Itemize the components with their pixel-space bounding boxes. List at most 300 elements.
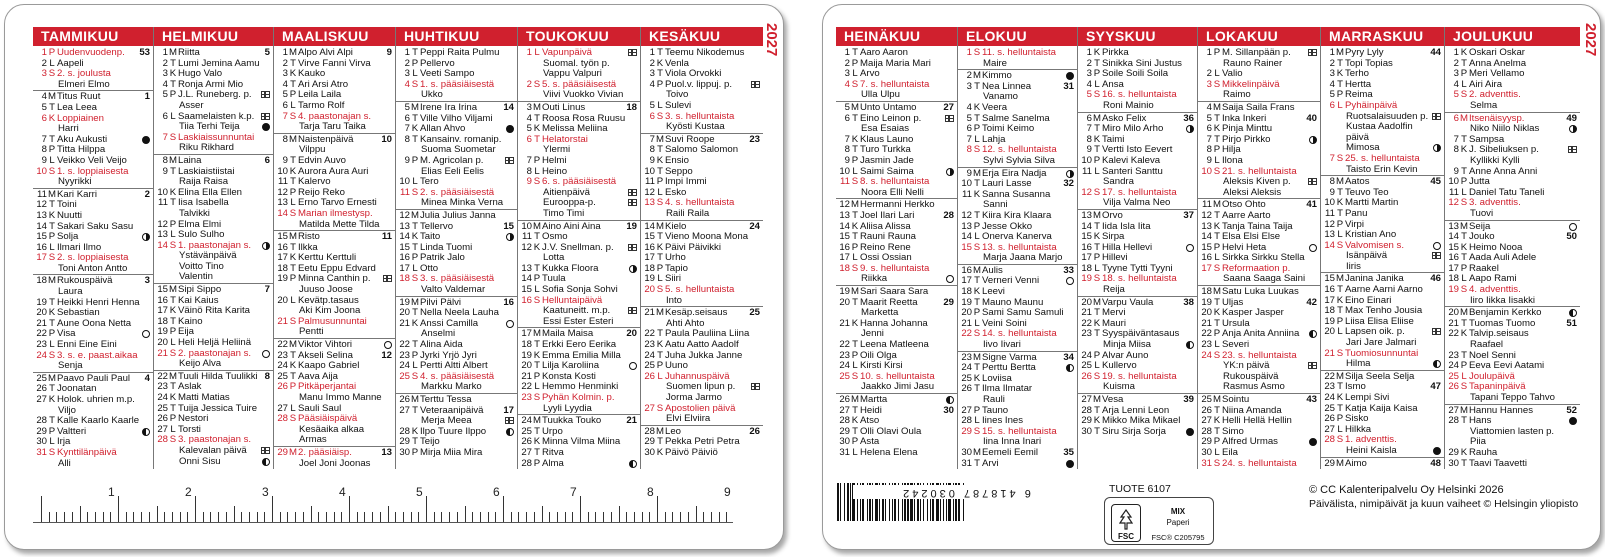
weekday: L <box>852 447 858 458</box>
day-name: Vertti Isto Eevert <box>1102 145 1173 156</box>
day-number: 5 <box>649 100 655 111</box>
day-row <box>641 393 763 404</box>
day-name: Torsti <box>178 424 201 435</box>
day-number: 5 <box>41 102 47 113</box>
week-number: 12 <box>381 350 392 361</box>
ruler-tick <box>80 506 81 522</box>
weekday: K <box>1093 416 1101 427</box>
week-block <box>33 275 153 372</box>
day-number: 15 <box>157 285 168 296</box>
weekday: M <box>411 102 419 113</box>
day-number: 10 <box>961 179 972 190</box>
weekday: P <box>1213 145 1221 156</box>
fsc-label <box>1104 497 1214 545</box>
day-name: Tapani Teppo Tahvo <box>1470 393 1555 403</box>
day-name: Sami Samu Samuli <box>982 308 1064 319</box>
day-row <box>958 59 1077 70</box>
day-name: Soile Soili Soila <box>1102 69 1169 80</box>
day-name: Jasmin Jade <box>860 155 914 166</box>
day-name: Nestori <box>178 414 209 425</box>
day-name: Aurora Aura Auri <box>298 166 369 177</box>
day-row <box>1198 156 1320 167</box>
day-number: 25 <box>277 371 288 382</box>
day-row <box>1321 80 1444 91</box>
weekday: T <box>290 263 296 274</box>
weekday: L <box>1461 187 1467 198</box>
week-number: 13 <box>381 447 392 458</box>
day-name: Martti Martin <box>1345 198 1399 209</box>
weekday: P <box>656 263 664 274</box>
day-number: 24 <box>961 363 972 374</box>
day-number: 6 <box>844 113 850 124</box>
weekday: P <box>973 124 981 135</box>
day-row <box>641 308 763 319</box>
weekday: P <box>851 437 859 448</box>
last-quarter-moon-icon <box>1066 364 1074 372</box>
day-name: Siru Sirja Sorja <box>1102 426 1166 437</box>
day-number: 22 <box>839 340 850 351</box>
day-name: Kasper Jasper <box>1222 308 1284 319</box>
weekday: T <box>412 221 418 232</box>
day-number: 26 <box>36 384 47 395</box>
day-number: 21 <box>399 318 410 329</box>
weekday: L <box>170 338 176 349</box>
weekday: K <box>1213 221 1221 232</box>
weekday: L <box>412 69 418 80</box>
day-row <box>33 329 153 340</box>
new-moon-icon <box>1433 242 1441 250</box>
day-name: Lumi Jemina Aamu <box>178 58 260 69</box>
day-row <box>836 406 957 417</box>
day-number: 1 <box>1329 48 1335 58</box>
day-name: 1. paastonajan s. <box>178 240 252 251</box>
day-name: Ismo <box>1345 382 1366 393</box>
weekday: T <box>852 48 858 58</box>
day-row <box>274 361 395 372</box>
weekday: T <box>534 340 540 351</box>
day-row <box>1445 427 1580 438</box>
weekday: S <box>48 69 56 80</box>
day-row <box>1078 351 1197 362</box>
day-name: Arja Lenni Leon <box>1102 405 1170 416</box>
weekday: T <box>974 179 980 190</box>
day-name: Viattomien lasten p. <box>1470 426 1555 437</box>
day-name: Saimi Saima <box>860 166 914 177</box>
day-name: Erkki Eero Eerika <box>542 340 617 351</box>
day-row <box>396 437 517 448</box>
day-number: 28 <box>644 426 655 437</box>
day-name: Ronja Armi Mio <box>178 79 244 90</box>
day-row <box>154 241 273 252</box>
day-row <box>1198 287 1320 298</box>
weekday: S <box>1460 90 1468 101</box>
weekday: T <box>852 113 858 124</box>
day-row <box>274 340 395 351</box>
weekday: T <box>534 113 540 124</box>
day-number: 5 <box>162 90 168 101</box>
day-row <box>641 253 763 264</box>
day-name: Laskiaistiistai <box>178 166 235 177</box>
day-row <box>518 274 640 285</box>
barcode-bar <box>840 483 841 521</box>
full-moon-icon <box>1569 417 1577 425</box>
day-row <box>396 114 517 125</box>
day-row <box>33 200 153 211</box>
day-name: Julia Julius Janna <box>420 210 496 221</box>
day-name: Siiri <box>665 274 681 285</box>
day-row <box>274 145 395 156</box>
day-number: 17 <box>1448 263 1459 274</box>
day-name: Niko Niilo Niklas <box>1470 124 1540 135</box>
day-number: 14 <box>1324 240 1335 251</box>
day-name: Hans <box>1469 416 1492 427</box>
day-number: 4 <box>966 102 972 113</box>
week-number: 41 <box>1306 200 1317 211</box>
weekday: K <box>1460 48 1468 58</box>
day-row <box>1445 222 1580 233</box>
day-name: 1. adventtis. <box>1345 435 1397 446</box>
day-row <box>396 177 517 188</box>
week-number: 20 <box>626 329 637 340</box>
weekday: T <box>49 384 55 395</box>
ruler-tick <box>210 512 211 522</box>
day-row <box>396 80 517 91</box>
ruler-tick <box>264 512 265 522</box>
week-block <box>518 221 640 329</box>
day-name: Loviisa <box>982 373 1012 384</box>
calendar-card-back <box>822 4 1601 550</box>
day-row <box>958 329 1077 340</box>
day-number: 7 <box>844 134 850 145</box>
weekday: T <box>412 437 418 448</box>
day-row <box>518 90 640 101</box>
day-number: 21 <box>839 318 850 329</box>
day-number: 19 <box>1448 285 1459 296</box>
day-name: M. Sillanpään p. <box>1222 48 1291 58</box>
week-block <box>641 47 763 134</box>
day-name: Melissa Meliina <box>542 124 608 135</box>
weekday: S <box>1093 371 1101 382</box>
weekday: L <box>170 230 176 241</box>
weekday: L <box>1094 263 1100 274</box>
weekday: M <box>1093 395 1101 405</box>
day-name: Valentin <box>179 272 213 283</box>
day-name: Kynttilänpäivä <box>57 447 117 458</box>
week-block <box>958 168 1077 265</box>
day-name: Toivo <box>666 90 689 101</box>
day-number: 12 <box>839 200 850 211</box>
day-row <box>1078 395 1197 406</box>
weekday: K <box>411 426 419 437</box>
day-name: Kai Kaius <box>178 295 219 306</box>
day-row <box>396 285 517 296</box>
week-block <box>1321 176 1444 273</box>
weekday: K <box>289 166 297 177</box>
day-name: Onni Sisu <box>179 456 221 467</box>
day-name: Erno Tarvo Ernesti <box>298 198 377 209</box>
week-number: 43 <box>1306 395 1317 405</box>
day-number: 15 <box>277 232 288 243</box>
day-name: 3. adventtis. <box>1469 198 1521 209</box>
day-number: 7 <box>526 155 532 166</box>
weekday: K <box>973 373 981 384</box>
day-name: Visa <box>57 329 76 340</box>
day-number: 5 <box>282 90 288 101</box>
week-number: 15 <box>503 221 514 232</box>
weekday: T <box>852 405 858 416</box>
day-number: 11 <box>1202 200 1212 211</box>
new-moon-icon <box>1186 244 1194 252</box>
day-number: 27 <box>1448 405 1459 416</box>
day-row <box>958 124 1077 135</box>
day-name: Heimo Nooa <box>1469 242 1523 253</box>
flag-icon <box>628 307 637 314</box>
weekday: M <box>1460 405 1468 416</box>
day-name: Mimosa <box>1346 143 1380 154</box>
day-name: Suoma Suometar <box>421 145 496 156</box>
day-name: Aune Oona Netta <box>57 318 132 329</box>
day-row <box>958 243 1077 254</box>
weekday: T <box>1094 124 1100 135</box>
day-row <box>958 92 1077 103</box>
day-row <box>1445 296 1580 307</box>
day-name: Kukka Floora <box>542 263 599 274</box>
weekday: M <box>169 285 177 296</box>
week-block <box>1198 394 1320 469</box>
day-row <box>958 459 1077 469</box>
weekday: K <box>289 253 297 264</box>
day-number: 19 <box>644 274 655 285</box>
day-number: 8 <box>41 145 47 156</box>
day-row <box>274 372 395 383</box>
day-number: 20 <box>644 285 655 296</box>
day-name: Terho <box>1345 69 1369 80</box>
day-number: 20 <box>1448 308 1459 319</box>
day-row <box>154 177 273 188</box>
weekday: S <box>533 393 541 403</box>
day-name: Iida Isla Iita <box>1102 221 1151 232</box>
day-number: 27 <box>839 405 850 416</box>
weekday: T <box>1094 242 1100 253</box>
day-row <box>1078 48 1197 59</box>
day-number: 9 <box>1329 187 1335 198</box>
day-number: 16 <box>1201 253 1212 264</box>
day-number: 4 <box>1329 79 1335 90</box>
day-number: 27 <box>961 405 972 416</box>
weekday: M <box>1213 287 1221 298</box>
day-row <box>958 169 1077 180</box>
day-name: Mervi <box>1102 308 1126 319</box>
day-row <box>641 329 763 340</box>
day-row <box>641 437 763 448</box>
day-row <box>1321 306 1444 317</box>
day-number: 4 <box>41 92 47 103</box>
weekday: S <box>169 132 177 143</box>
day-number: 26 <box>1324 414 1335 425</box>
day-number: 24 <box>36 350 47 361</box>
day-row <box>641 90 763 101</box>
day-row <box>1078 416 1197 427</box>
weekday: M <box>1336 48 1344 58</box>
day-name: Tuuli Hilda Tuulikki <box>178 371 258 382</box>
day-number: 15 <box>644 232 655 243</box>
day-row <box>641 198 763 209</box>
month-header: HELMIKUU <box>154 27 273 46</box>
fsc-logo-brand: FSC <box>1118 532 1134 541</box>
day-name: Aaro Aaron <box>860 48 909 58</box>
week-block <box>154 47 273 155</box>
day-number: 9 <box>966 168 972 179</box>
day-row <box>1445 243 1580 254</box>
weekday: T <box>852 340 858 351</box>
day-row <box>1078 101 1197 112</box>
day-number: 26 <box>1448 382 1459 393</box>
day-row <box>1445 59 1580 70</box>
day-number: 3 <box>1086 69 1092 80</box>
day-row <box>1321 101 1444 112</box>
day-name: Janina Janika <box>1345 274 1404 285</box>
ruler-tick <box>403 512 404 522</box>
ruler-tick <box>257 512 258 522</box>
last-quarter-moon-icon <box>1569 309 1577 317</box>
ruler-tick <box>110 512 111 522</box>
week-block <box>154 284 273 371</box>
day-name: Vieno Moona Mona <box>665 232 749 243</box>
day-row <box>1198 427 1320 438</box>
weekday: T <box>1461 253 1467 264</box>
ruler-tick <box>234 506 235 522</box>
flag-icon <box>945 115 954 122</box>
new-moon-icon <box>142 330 150 338</box>
day-row <box>641 177 763 188</box>
flag-icon <box>261 447 270 454</box>
day-name: Sulo Sulho <box>178 230 225 241</box>
day-number: 2 <box>1206 69 1212 80</box>
day-row <box>958 211 1077 222</box>
ruler-tick <box>549 512 550 522</box>
day-number: 10 <box>399 177 410 188</box>
day-name: Aatos <box>1345 177 1370 188</box>
week-block <box>33 47 153 91</box>
day-row <box>396 59 517 70</box>
day-row <box>836 308 957 319</box>
day-row <box>1445 177 1580 188</box>
day-row <box>1321 209 1444 220</box>
day-number: 14 <box>277 208 288 219</box>
day-row <box>1078 274 1197 285</box>
day-row <box>958 200 1077 211</box>
weekday: K <box>411 318 419 329</box>
week-number: 5 <box>264 48 270 58</box>
day-name: Pyhäinpäivä <box>1345 100 1398 111</box>
weekday: S <box>1460 198 1468 209</box>
day-name: Aku Aukusti <box>57 134 108 145</box>
day-row <box>1445 135 1580 146</box>
day-row <box>518 329 640 340</box>
day-row <box>396 298 517 309</box>
day-number: 28 <box>36 416 47 427</box>
day-number: 27 <box>644 403 655 414</box>
day-number: 30 <box>1081 426 1092 437</box>
ruler-tick <box>726 512 727 522</box>
day-row <box>641 404 763 415</box>
ruler-tick <box>241 512 242 522</box>
weekday: T <box>1461 318 1467 329</box>
day-number: 15 <box>1081 232 1092 243</box>
day-row <box>836 135 957 146</box>
weekday: M <box>289 447 297 458</box>
day-number: 19 <box>277 274 288 285</box>
day-name: Tapaninpäivä <box>1469 382 1526 393</box>
day-name: 1. s. loppiaisesta <box>57 166 129 177</box>
weekday: L <box>1337 327 1343 338</box>
day-name: Esa Esaias <box>861 124 909 135</box>
day-number: 5 <box>966 113 972 124</box>
day-number: 1 <box>162 48 168 58</box>
week-block <box>958 265 1077 352</box>
flag-icon <box>1308 178 1317 185</box>
day-number: 2 <box>162 58 168 69</box>
day-number: 6 <box>282 100 288 111</box>
day-name: Anssi Camilla <box>420 318 479 329</box>
day-number: 3 <box>41 69 47 80</box>
week-number: 48 <box>1430 458 1441 469</box>
day-name: Rukouspäivä <box>1223 371 1279 382</box>
day-name: Linda Tuomi <box>420 242 473 253</box>
day-name: Eino Leinon p. <box>860 113 922 124</box>
weekday: M <box>289 232 297 243</box>
day-row <box>33 190 153 201</box>
weekday: T <box>290 79 296 90</box>
ruler-tick <box>434 512 435 522</box>
day-row <box>396 167 517 178</box>
day-row <box>1198 448 1320 459</box>
day-name: Aimo <box>1345 458 1367 469</box>
day-row <box>1198 167 1320 178</box>
day-name: Kuisma <box>1103 382 1135 393</box>
weekday: T <box>1214 297 1220 308</box>
day-name: Kiira Kira Klaara <box>982 210 1052 221</box>
last-quarter-moon-icon <box>262 458 270 466</box>
day-number: 28 <box>1448 416 1459 427</box>
day-row <box>33 177 153 188</box>
day-row <box>1321 459 1444 469</box>
weekday: T <box>1461 458 1467 469</box>
day-number: 12 <box>1081 187 1092 198</box>
day-name: Irja <box>57 437 71 448</box>
weekday: P <box>1093 155 1101 166</box>
weekday: S <box>1093 187 1101 198</box>
day-number: 27 <box>277 403 288 414</box>
week-block <box>154 155 273 284</box>
day-name: Maija Maria Mari <box>860 58 931 69</box>
weekday: T <box>412 242 418 253</box>
day-number: 15 <box>521 285 532 296</box>
day-row <box>1321 393 1444 404</box>
day-name: Tuukka Touko <box>542 416 602 427</box>
day-number: 9 <box>41 155 47 166</box>
day-number: 10 <box>644 166 655 177</box>
day-row <box>396 156 517 167</box>
day-number: 30 <box>644 447 655 458</box>
day-row <box>1078 124 1197 135</box>
day-row <box>958 448 1077 459</box>
weekday: P <box>48 232 56 243</box>
day-name: Aatu Aatto Aadolf <box>665 340 739 351</box>
day-name: Kalevi Kaleva <box>1102 155 1161 166</box>
new-moon-icon <box>1066 277 1074 285</box>
day-number: 2 <box>844 58 850 69</box>
